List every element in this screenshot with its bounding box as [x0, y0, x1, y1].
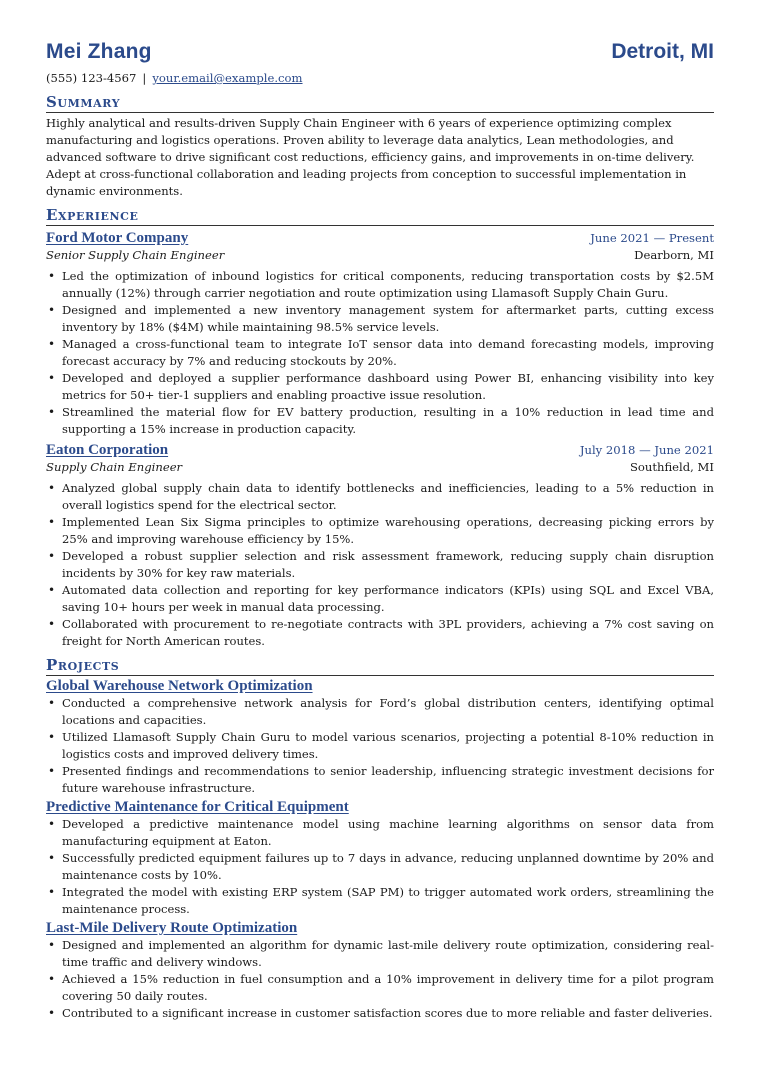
bullet-item: • Developed a predictive maintenance model using machine learning algorithms on sensor data from manufacturing equipment at Eaton.	[46, 816, 714, 850]
experience-heading: Experience	[46, 206, 714, 226]
bullet-item: • Developed a robust supplier selection and risk assessment framework, reducing supply chain disruption incidents by 30% for key raw materials.	[46, 548, 714, 582]
bullet-item: • Automated data collection and reporting for key performance indicators (KPIs) using SQL and Excel VBA, saving 10+ hours per week in manual data processing.	[46, 582, 714, 616]
job-bullets	[46, 268, 714, 438]
contact-separator: |	[142, 71, 147, 85]
project-title[interactable]: Predictive Maintenance for Critical Equipment	[46, 799, 349, 815]
job-entry	[46, 229, 714, 438]
job-entry	[46, 441, 714, 650]
bullet-item: • Designed and implemented an algorithm for dynamic last-mile delivery route optimization, considering real-time traffic and delivery windows.	[46, 937, 714, 971]
job-location: Southfield, MI	[629, 460, 714, 474]
job-dates: July 2018 — June 2021	[579, 443, 714, 457]
bullet-item: • Implemented Lean Six Sigma principles to optimize warehousing operations, decreasing picking errors by 25% and improving warehouse efficiency by 15%.	[46, 514, 714, 548]
resume-header	[46, 40, 714, 66]
project-title[interactable]: Last-Mile Delivery Route Optimization	[46, 920, 298, 936]
bullet-item: • Achieved a 15% reduction in fuel consumption and a 10% improvement in delivery time for a pilot program covering 50 daily routes.	[46, 971, 714, 1005]
email-link[interactable]: your.email@example.com	[152, 71, 303, 85]
bullet-item: • Led the optimization of inbound logistics for critical components, reducing transportation costs by $2.5M annually (12%) through carrier negotiation and route optimization using Llamasoft Supply Chain Guru.	[46, 268, 714, 302]
project-entry	[46, 678, 714, 797]
bullet-item: • Successfully predicted equipment failures up to 7 days in advance, reducing unplanned downtime by 20% and maintenance costs by 10%.	[46, 850, 714, 884]
bullet-item: • Utilized Llamasoft Supply Chain Guru to model various scenarios, projecting a potential 8-10% reduction in logistics costs and improved delivery times.	[46, 729, 714, 763]
job-role: Supply Chain Engineer	[46, 460, 183, 474]
project-bullets	[46, 695, 714, 797]
candidate-name: Mei Zhang	[46, 40, 152, 63]
projects-heading: Projects	[46, 656, 714, 676]
project-bullets	[46, 937, 714, 1022]
candidate-location: Detroit, MI	[611, 40, 714, 63]
bullet-item: • Designed and implemented a new inventory management system for aftermarket parts, cutting excess inventory by 18% ($4M) while maintaining 98.5% service levels.	[46, 302, 714, 336]
project-bullets	[46, 816, 714, 918]
bullet-item: • Analyzed global supply chain data to identify bottlenecks and inefficiencies, leading to a 5% reduction in overall logistics spend for the electrical sector.	[46, 480, 714, 514]
contact-line	[46, 71, 714, 87]
summary-text: Highly analytical and results-driven Supply Chain Engineer with 6 years of experience optimizing complex manufacturing and logistics operations. Proven ability to leverage data analytics, Lean methodologies, and advanced software to drive significant cost reductions, efficiency gains, and improvements in on-time delivery. Adept at cross-functional collaboration and leading projects from conception to successful implementation in dynamic environments.	[46, 116, 695, 198]
job-dates: June 2021 — Present	[590, 231, 714, 245]
bullet-item: • Streamlined the material flow for EV battery production, resulting in a 10% reduction in lead time and supporting a 15% increase in production capacity.	[46, 404, 714, 438]
project-title[interactable]: Global Warehouse Network Optimization	[46, 678, 313, 694]
phone-number: (555) 123-4567	[46, 71, 137, 85]
job-location: Dearborn, MI	[634, 248, 714, 262]
bullet-item: • Conducted a comprehensive network analysis for Ford’s global distribution centers, identifying optimal locations and capacities.	[46, 695, 714, 729]
summary-heading: Summary	[46, 93, 714, 113]
bullet-item: • Integrated the model with existing ERP system (SAP PM) to trigger automated work orders, streamlining the maintenance process.	[46, 884, 714, 918]
project-entry	[46, 920, 714, 1022]
bullet-item: • Presented findings and recommendations to senior leadership, influencing strategic investment decisions for future warehouse infrastructure.	[46, 763, 714, 797]
project-entry	[46, 799, 714, 918]
bullet-item: • Developed and deployed a supplier performance dashboard using Power BI, enhancing visibility into key metrics for 50+ tier-1 suppliers and enabling proactive issue resolution.	[46, 370, 714, 404]
bullet-item: • Collaborated with procurement to re-negotiate contracts with 3PL providers, achieving a 7% cost saving on freight for North American routes.	[46, 616, 714, 650]
bullet-item: • Contributed to a significant increase in customer satisfaction scores due to more reliable and faster deliveries.	[46, 1005, 714, 1022]
bullet-item: • Managed a cross-functional team to integrate IoT sensor data into demand forecasting models, improving forecast accuracy by 7% and reducing stockouts by 20%.	[46, 336, 714, 370]
job-role: Senior Supply Chain Engineer	[46, 248, 225, 262]
job-bullets	[46, 480, 714, 650]
company-name[interactable]: Ford Motor Company	[46, 230, 189, 246]
company-name[interactable]: Eaton Corporation	[46, 442, 169, 458]
